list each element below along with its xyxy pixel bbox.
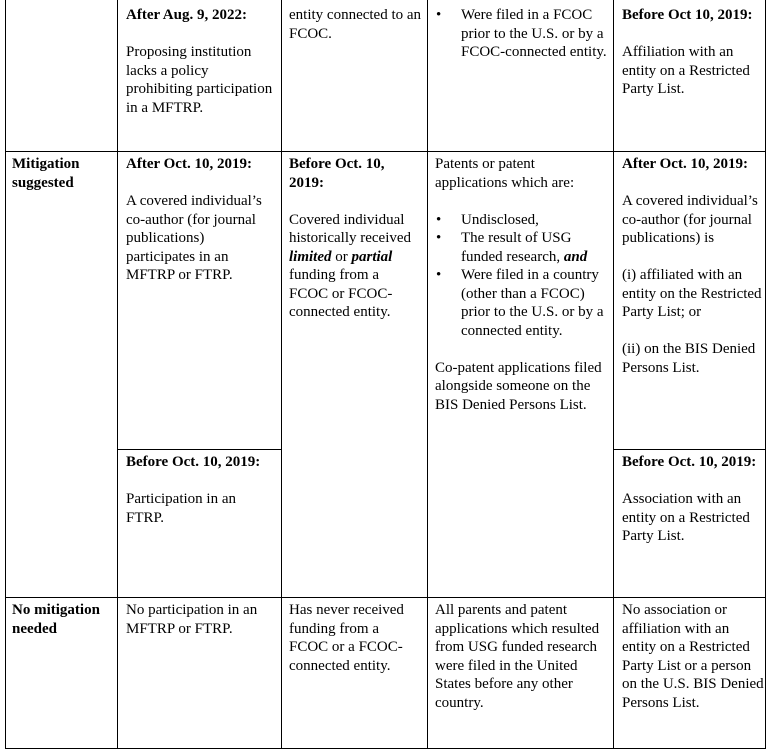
cell-heading: After Oct. 10, 2019: xyxy=(126,156,252,172)
no-mitigation-patents-cell: All parents and patent applications which resulted from USG funded research were filed in the United States before any other country. xyxy=(435,602,600,711)
row-label-mitigation-suggested: Mitigation suggested xyxy=(12,156,80,191)
row-prev-funding-cell xyxy=(289,6,424,43)
cell-text: Participation in an FTRP. xyxy=(126,491,236,526)
mitigation-affiliation-before-cell xyxy=(622,453,762,546)
cell-text: Proposing institution lacks a policy prohibiting participation in a MFTRP. xyxy=(126,44,273,116)
table-border-bottom xyxy=(5,748,766,749)
mitigation-institution-before-cell xyxy=(126,453,276,527)
mitigation-affiliation-after-cell xyxy=(622,155,764,377)
subrow-divider xyxy=(117,449,282,450)
cell-text: Patents or patent applications which are: xyxy=(435,156,575,191)
bullet-item: • Were filed in a country (other than a FCOC) prior to the U.S. or by a connected entity. xyxy=(433,266,605,340)
cell-heading: Before Oct. 10, 2019: xyxy=(622,454,757,470)
no-mitigation-funding-cell: Has never received funding from a FCOC or a FCOC-connected entity. xyxy=(289,602,404,674)
row-label-no-mitigation-needed: No mitigation needed xyxy=(12,602,100,637)
cell-heading: After Aug. 9, 2022: xyxy=(126,7,247,23)
cell-text: (i) affiliated with an entity on the Restricted Party List; or xyxy=(622,267,762,320)
no-mitigation-institution-cell: No participation in an MFTRP or FTRP. xyxy=(126,602,258,637)
cell-heading: Before Oct. 10, 2019: xyxy=(126,454,261,470)
text-run: Covered individual historically received xyxy=(289,211,412,246)
cell-text: Co-patent applications filed alongside someone on the BIS Denied Persons List. xyxy=(435,359,602,413)
column-divider xyxy=(427,0,428,749)
cell-text: Affiliation with an entity on a Restricted Party List. xyxy=(622,44,750,97)
mitigation-funding-cell xyxy=(289,155,421,322)
row-divider xyxy=(5,151,766,152)
row-prev-affiliation-cell xyxy=(622,6,762,99)
no-mitigation-affiliation-cell: No association or affiliation with an entity on a Restricted Party List or a person on the U.S. BIS Denied Persons List. xyxy=(622,602,764,711)
row-divider xyxy=(5,597,766,598)
table-border-left xyxy=(5,0,6,749)
bullet-item: • Undisclosed, xyxy=(433,211,605,230)
bullet-item xyxy=(433,229,605,266)
column-divider xyxy=(117,0,118,749)
table-border-right xyxy=(765,0,766,749)
cell-heading: Before Oct 10, 2019: xyxy=(622,7,753,23)
mitigation-patents-cell xyxy=(435,155,605,414)
cell-heading: After Oct. 10, 2019: xyxy=(622,156,748,172)
text-run: or xyxy=(331,248,352,265)
subrow-divider xyxy=(613,449,766,450)
emphasis-partial: partial xyxy=(351,248,393,265)
cell-text: A covered individual’s co-author (for journal publications) is xyxy=(622,193,758,246)
bullet-item: • Were filed in a FCOC prior to the U.S. or by a FCOC-connected entity. xyxy=(433,6,607,62)
text-run: The result of USG funded research, xyxy=(461,230,572,265)
cell-text: A covered individual’s co-author (for journal publications) participates in an MFTRP or FTRP. xyxy=(126,193,262,283)
cell-text xyxy=(289,211,421,322)
emphasis-limited: limited xyxy=(289,248,332,265)
text-run: funding from a FCOC or FCOC-connected entity. xyxy=(289,267,393,320)
column-divider xyxy=(281,0,282,749)
cell-text: entity connected to an FCOC. xyxy=(289,7,422,42)
row-prev-institution-cell xyxy=(126,6,276,117)
cell-heading: Before Oct. 10, 2019: xyxy=(289,156,385,191)
emphasis-and: and xyxy=(563,248,588,265)
row-prev-patents-cell xyxy=(433,6,607,62)
cell-text: (ii) on the BIS Denied Persons List. xyxy=(622,341,756,376)
column-divider xyxy=(613,0,614,749)
cell-text: Association with an entity on a Restricted Party List. xyxy=(622,491,750,544)
mitigation-institution-after-cell xyxy=(126,155,276,285)
